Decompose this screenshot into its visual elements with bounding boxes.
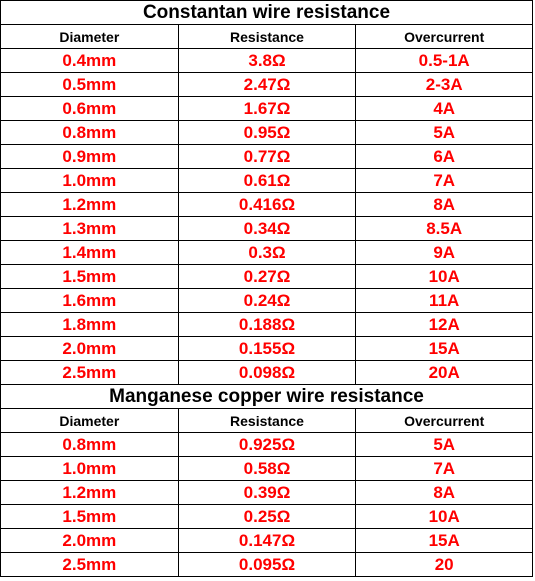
table-row bbox=[1, 97, 533, 121]
diameter-cell: 2.5mm bbox=[1, 553, 179, 576]
diameter-cell: 1.2mm bbox=[1, 481, 179, 504]
overcurrent-cell: 9A bbox=[356, 241, 533, 264]
manganese-table-title: Manganese copper wire resistance bbox=[1, 385, 533, 409]
overcurrent-cell: 7A bbox=[356, 169, 533, 192]
table-row bbox=[1, 217, 533, 241]
diameter-cell: 0.4mm bbox=[1, 49, 179, 72]
table-row bbox=[1, 361, 533, 385]
overcurrent-cell: 10A bbox=[356, 505, 533, 528]
resistance-cell: 0.58Ω bbox=[179, 457, 357, 480]
overcurrent-cell: 6A bbox=[356, 145, 533, 168]
table-row bbox=[1, 49, 533, 73]
resistance-cell: 0.24Ω bbox=[179, 289, 357, 312]
resistance-cell: 2.47Ω bbox=[179, 73, 357, 96]
constantan-header-diameter: Diameter bbox=[1, 25, 179, 48]
table-row bbox=[1, 337, 533, 361]
table-row bbox=[1, 241, 533, 265]
constantan-header-row bbox=[1, 25, 533, 49]
overcurrent-cell: 20 bbox=[356, 553, 533, 576]
table-row bbox=[1, 169, 533, 193]
constantan-header-resistance: Resistance bbox=[179, 25, 357, 48]
overcurrent-cell: 2-3A bbox=[356, 73, 533, 96]
resistance-cell: 0.61Ω bbox=[179, 169, 357, 192]
table-row bbox=[1, 481, 533, 505]
overcurrent-cell: 8A bbox=[356, 193, 533, 216]
manganese-header-row bbox=[1, 409, 533, 433]
diameter-cell: 0.5mm bbox=[1, 73, 179, 96]
manganese-table-body bbox=[1, 433, 533, 577]
resistance-cell: 0.39Ω bbox=[179, 481, 357, 504]
diameter-cell: 2.5mm bbox=[1, 361, 179, 384]
table-row bbox=[1, 505, 533, 529]
resistance-cell: 0.95Ω bbox=[179, 121, 357, 144]
table-row bbox=[1, 433, 533, 457]
diameter-cell: 1.8mm bbox=[1, 313, 179, 336]
resistance-cell: 0.147Ω bbox=[179, 529, 357, 552]
resistance-cell: 0.27Ω bbox=[179, 265, 357, 288]
overcurrent-cell: 11A bbox=[356, 289, 533, 312]
overcurrent-cell: 15A bbox=[356, 529, 533, 552]
manganese-header-resistance: Resistance bbox=[179, 409, 357, 432]
diameter-cell: 1.0mm bbox=[1, 457, 179, 480]
manganese-header-diameter: Diameter bbox=[1, 409, 179, 432]
table-row bbox=[1, 121, 533, 145]
manganese-header-overcurrent: Overcurrent bbox=[356, 409, 533, 432]
overcurrent-cell: 12A bbox=[356, 313, 533, 336]
diameter-cell: 1.2mm bbox=[1, 193, 179, 216]
table-row bbox=[1, 265, 533, 289]
diameter-cell: 1.5mm bbox=[1, 265, 179, 288]
diameter-cell: 1.6mm bbox=[1, 289, 179, 312]
constantan-table-title: Constantan wire resistance bbox=[1, 1, 533, 25]
overcurrent-cell: 8A bbox=[356, 481, 533, 504]
table-row bbox=[1, 313, 533, 337]
resistance-cell: 0.095Ω bbox=[179, 553, 357, 576]
diameter-cell: 1.5mm bbox=[1, 505, 179, 528]
resistance-cell: 0.416Ω bbox=[179, 193, 357, 216]
diameter-cell: 0.8mm bbox=[1, 121, 179, 144]
resistance-cell: 0.098Ω bbox=[179, 361, 357, 384]
resistance-cell: 0.188Ω bbox=[179, 313, 357, 336]
overcurrent-cell: 4A bbox=[356, 97, 533, 120]
overcurrent-cell: 7A bbox=[356, 457, 533, 480]
diameter-cell: 1.0mm bbox=[1, 169, 179, 192]
table-row bbox=[1, 145, 533, 169]
diameter-cell: 2.0mm bbox=[1, 337, 179, 360]
table-row bbox=[1, 529, 533, 553]
overcurrent-cell: 5A bbox=[356, 121, 533, 144]
resistance-cell: 0.155Ω bbox=[179, 337, 357, 360]
diameter-cell: 0.8mm bbox=[1, 433, 179, 456]
constantan-table-body bbox=[1, 49, 533, 385]
diameter-cell: 1.3mm bbox=[1, 217, 179, 240]
resistance-cell: 3.8Ω bbox=[179, 49, 357, 72]
table-row bbox=[1, 457, 533, 481]
resistance-cell: 0.77Ω bbox=[179, 145, 357, 168]
table-row bbox=[1, 289, 533, 313]
resistance-cell: 0.25Ω bbox=[179, 505, 357, 528]
diameter-cell: 1.4mm bbox=[1, 241, 179, 264]
overcurrent-cell: 5A bbox=[356, 433, 533, 456]
overcurrent-cell: 20A bbox=[356, 361, 533, 384]
table-row bbox=[1, 73, 533, 97]
overcurrent-cell: 10A bbox=[356, 265, 533, 288]
diameter-cell: 2.0mm bbox=[1, 529, 179, 552]
resistance-cell: 0.34Ω bbox=[179, 217, 357, 240]
overcurrent-cell: 8.5A bbox=[356, 217, 533, 240]
table-row bbox=[1, 193, 533, 217]
table-row bbox=[1, 553, 533, 577]
constantan-header-overcurrent: Overcurrent bbox=[356, 25, 533, 48]
overcurrent-cell: 0.5-1A bbox=[356, 49, 533, 72]
diameter-cell: 0.6mm bbox=[1, 97, 179, 120]
resistance-cell: 1.67Ω bbox=[179, 97, 357, 120]
diameter-cell: 0.9mm bbox=[1, 145, 179, 168]
overcurrent-cell: 15A bbox=[356, 337, 533, 360]
resistance-cell: 0.925Ω bbox=[179, 433, 357, 456]
resistance-cell: 0.3Ω bbox=[179, 241, 357, 264]
